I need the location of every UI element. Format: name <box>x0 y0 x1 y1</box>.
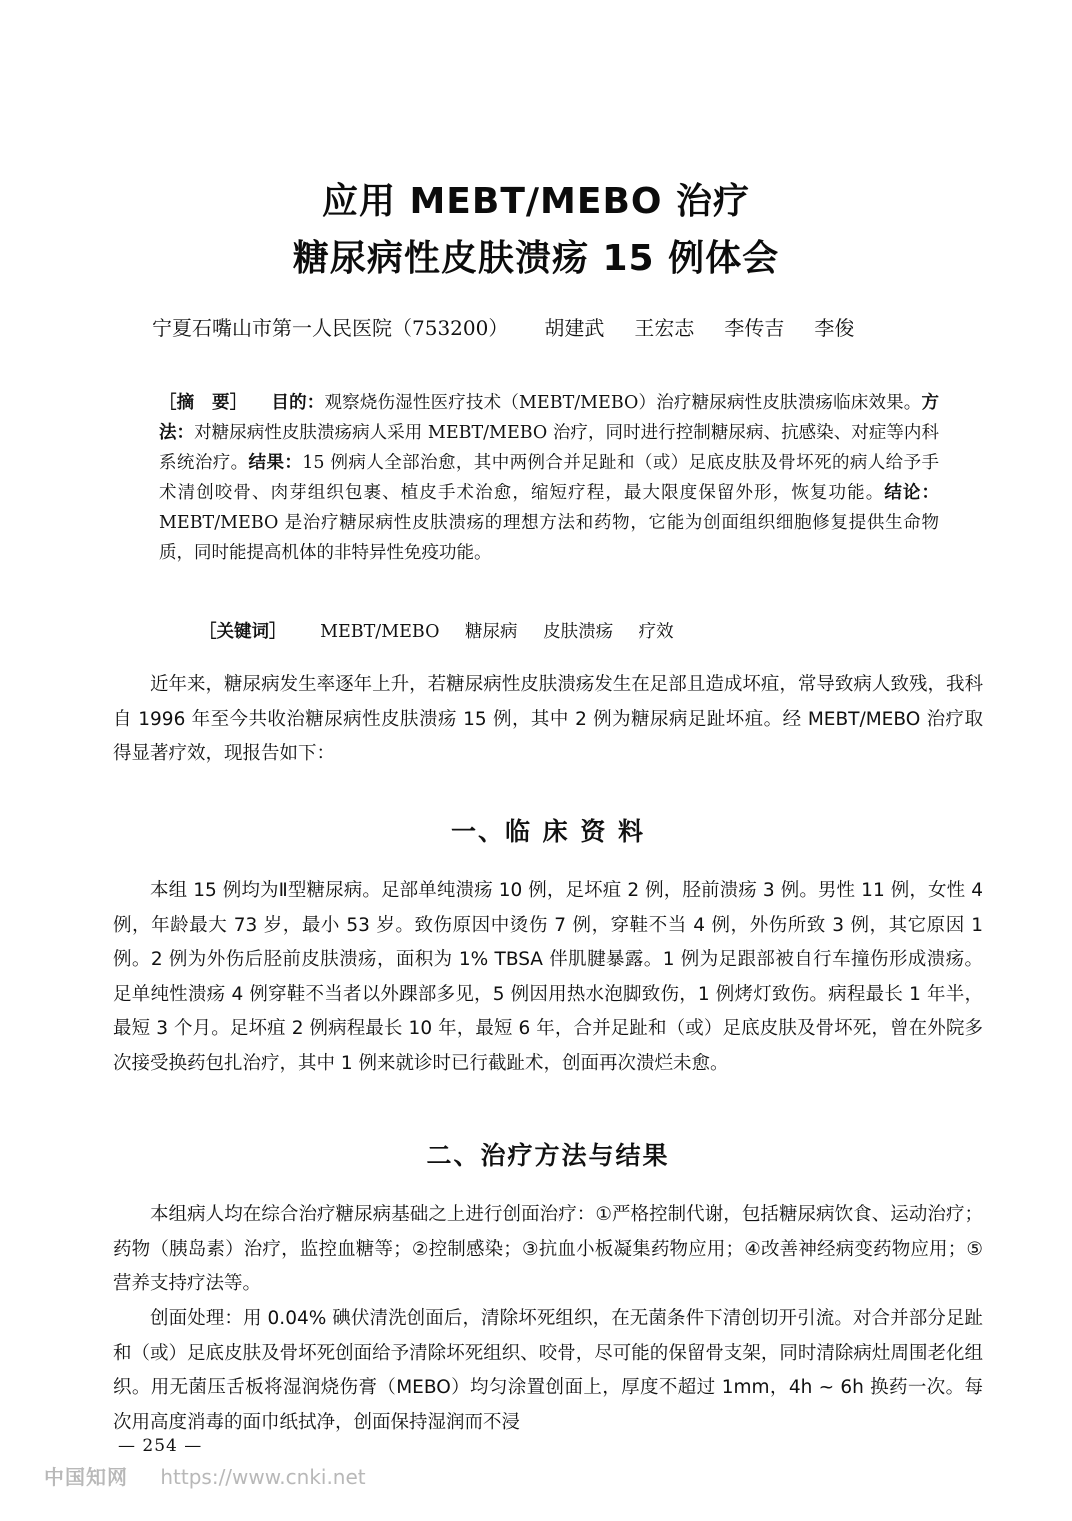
title-line-2: 糖尿病性皮肤溃疡 15 例体会 <box>292 238 780 279</box>
page-number: — 254 — <box>118 1436 203 1456</box>
keywords <box>199 618 694 643</box>
section-2-body-1: 本组病人均在综合治疗糖尿病基础之上进行创面治疗：①严格控制代谢，包括糖尿病饮食、运动治疗；药物（胰岛素）治疗，监控血糖等；②控制感染；③抗血小板凝集药物应用；④改善神经病变药物应用；⑤营养支持疗法等。 <box>113 1204 984 1294</box>
keyword: 疗效 <box>638 622 674 642</box>
abstract-result-label: 结果： <box>248 453 303 473</box>
watermark-footer <box>44 1461 366 1490</box>
author-name: 王宏志 <box>634 316 695 340</box>
cnki-logo: 中国知网 <box>44 1465 128 1489</box>
abstract <box>159 388 939 568</box>
abstract-result: 15 例病人全部治愈，其中两例合并足趾和（或）足底皮肤及骨坏死的病人给予手术清创咬骨、肉芽组织包裹、植皮手术治愈，缩短疗程，最大限度保留外形，恢复功能。 <box>159 453 939 503</box>
author-name: 胡建武 <box>544 316 605 340</box>
abstract-purpose: 观察烧伤湿性医疗技术（MEBT/MEBO）治疗糖尿病性皮肤溃疡临床效果。 <box>324 393 922 413</box>
cnki-url: https://www.cnki.net <box>160 1465 366 1489</box>
keyword: 皮肤溃疡 <box>543 622 614 642</box>
section-1-heading: 一、临 床 资 料 <box>450 817 646 846</box>
intro-paragraph: 近年来，糖尿病发生率逐年上升，若糖尿病性皮肤溃疡发生在足部且造成坏疽，常导致病人致残，我科自 1996 年至今共收治糖尿病性皮肤溃疡 15 例，其中 2 例为糖尿病足趾坏疽。经 MEBT/MEBO 治疗取得显著疗效，现报告如下： <box>113 674 983 764</box>
title-line-1: 应用 MEBT/MEBO 治疗 <box>321 181 751 222</box>
abstract-method: 对糖尿病性皮肤溃疡病人采用 MEBT/MEBO 治疗，同时进行控制糖尿病、抗感染、对症等内科系统治疗。 <box>159 423 939 473</box>
abstract-method-label: 方法： <box>159 393 939 443</box>
abstract-conclusion: MEBT/MEBO 是治疗糖尿病性皮肤溃疡的理想方法和药物，它能为创面组织细胞修复提供生命物质，同时能提高机体的非特异性免疫功能。 <box>159 513 939 563</box>
keywords-tag: ［关键词］ <box>199 622 287 642</box>
section-2-heading: 二、治疗方法与结果 <box>426 1141 670 1170</box>
abstract-purpose-label: 目的： <box>271 393 325 413</box>
section-1-body: 本组 15 例均为Ⅱ型糖尿病。足部单纯溃疡 10 例，足坏疽 2 例，胫前溃疡 3 例。男性 11 例，女性 4 例，年龄最大 73 岁，最小 53 岁。致伤原因中烫伤 7 例，穿鞋不当 4 例，外伤所致 3 例，其它原因 1 例。2 例为外伤后胫前皮肤溃疡，面积为 1% TBSA 伴肌腱暴露。1 例为足跟部被自行车撞伤形成溃疡。足单纯性溃疡 4 例穿鞋不当者以外踝部多见，5 例因用热水泡脚致伤，1 例烤灯致伤。病程最长 1 年半，最短 3 个月。足坏疽 2 例病程最长 10 年，最短 6 年，合并足趾和（或）足底皮肤及骨坏死，曾在外院多次接受换药包扎治疗，其中 1 例来就诊时已行截趾术，创面再次溃烂未愈。 <box>113 880 983 1074</box>
keyword: 糖尿病 <box>465 622 518 642</box>
abstract-conclusion-label: 结论： <box>884 483 940 503</box>
abstract-tag: ［摘 要］ <box>159 393 248 413</box>
author-name: 李俊 <box>814 316 855 340</box>
section-2-body-2: 创面处理：用 0.04% 碘伏清洗创面后，清除坏死组织，在无菌条件下清创切开引流。对合并部分足趾和（或）足底皮肤及骨坏死创面给予清除坏死组织、咬骨，尽可能的保留骨支架，同时清除病灶周围老化组织。用无菌压舌板将湿润烧伤膏（MEBO）均匀涂置创面上，厚度不超过 1mm，4h ~ 6h 换药一次。每次用高度消毒的面巾纸拭净，创面保持湿润而不浸 <box>113 1308 983 1433</box>
author-line <box>152 312 972 341</box>
keyword: MEBT/MEBO <box>320 622 440 642</box>
author-name: 李传吉 <box>724 316 785 340</box>
institution: 宁夏石嘴山市第一人民医院（753200） <box>152 316 509 340</box>
